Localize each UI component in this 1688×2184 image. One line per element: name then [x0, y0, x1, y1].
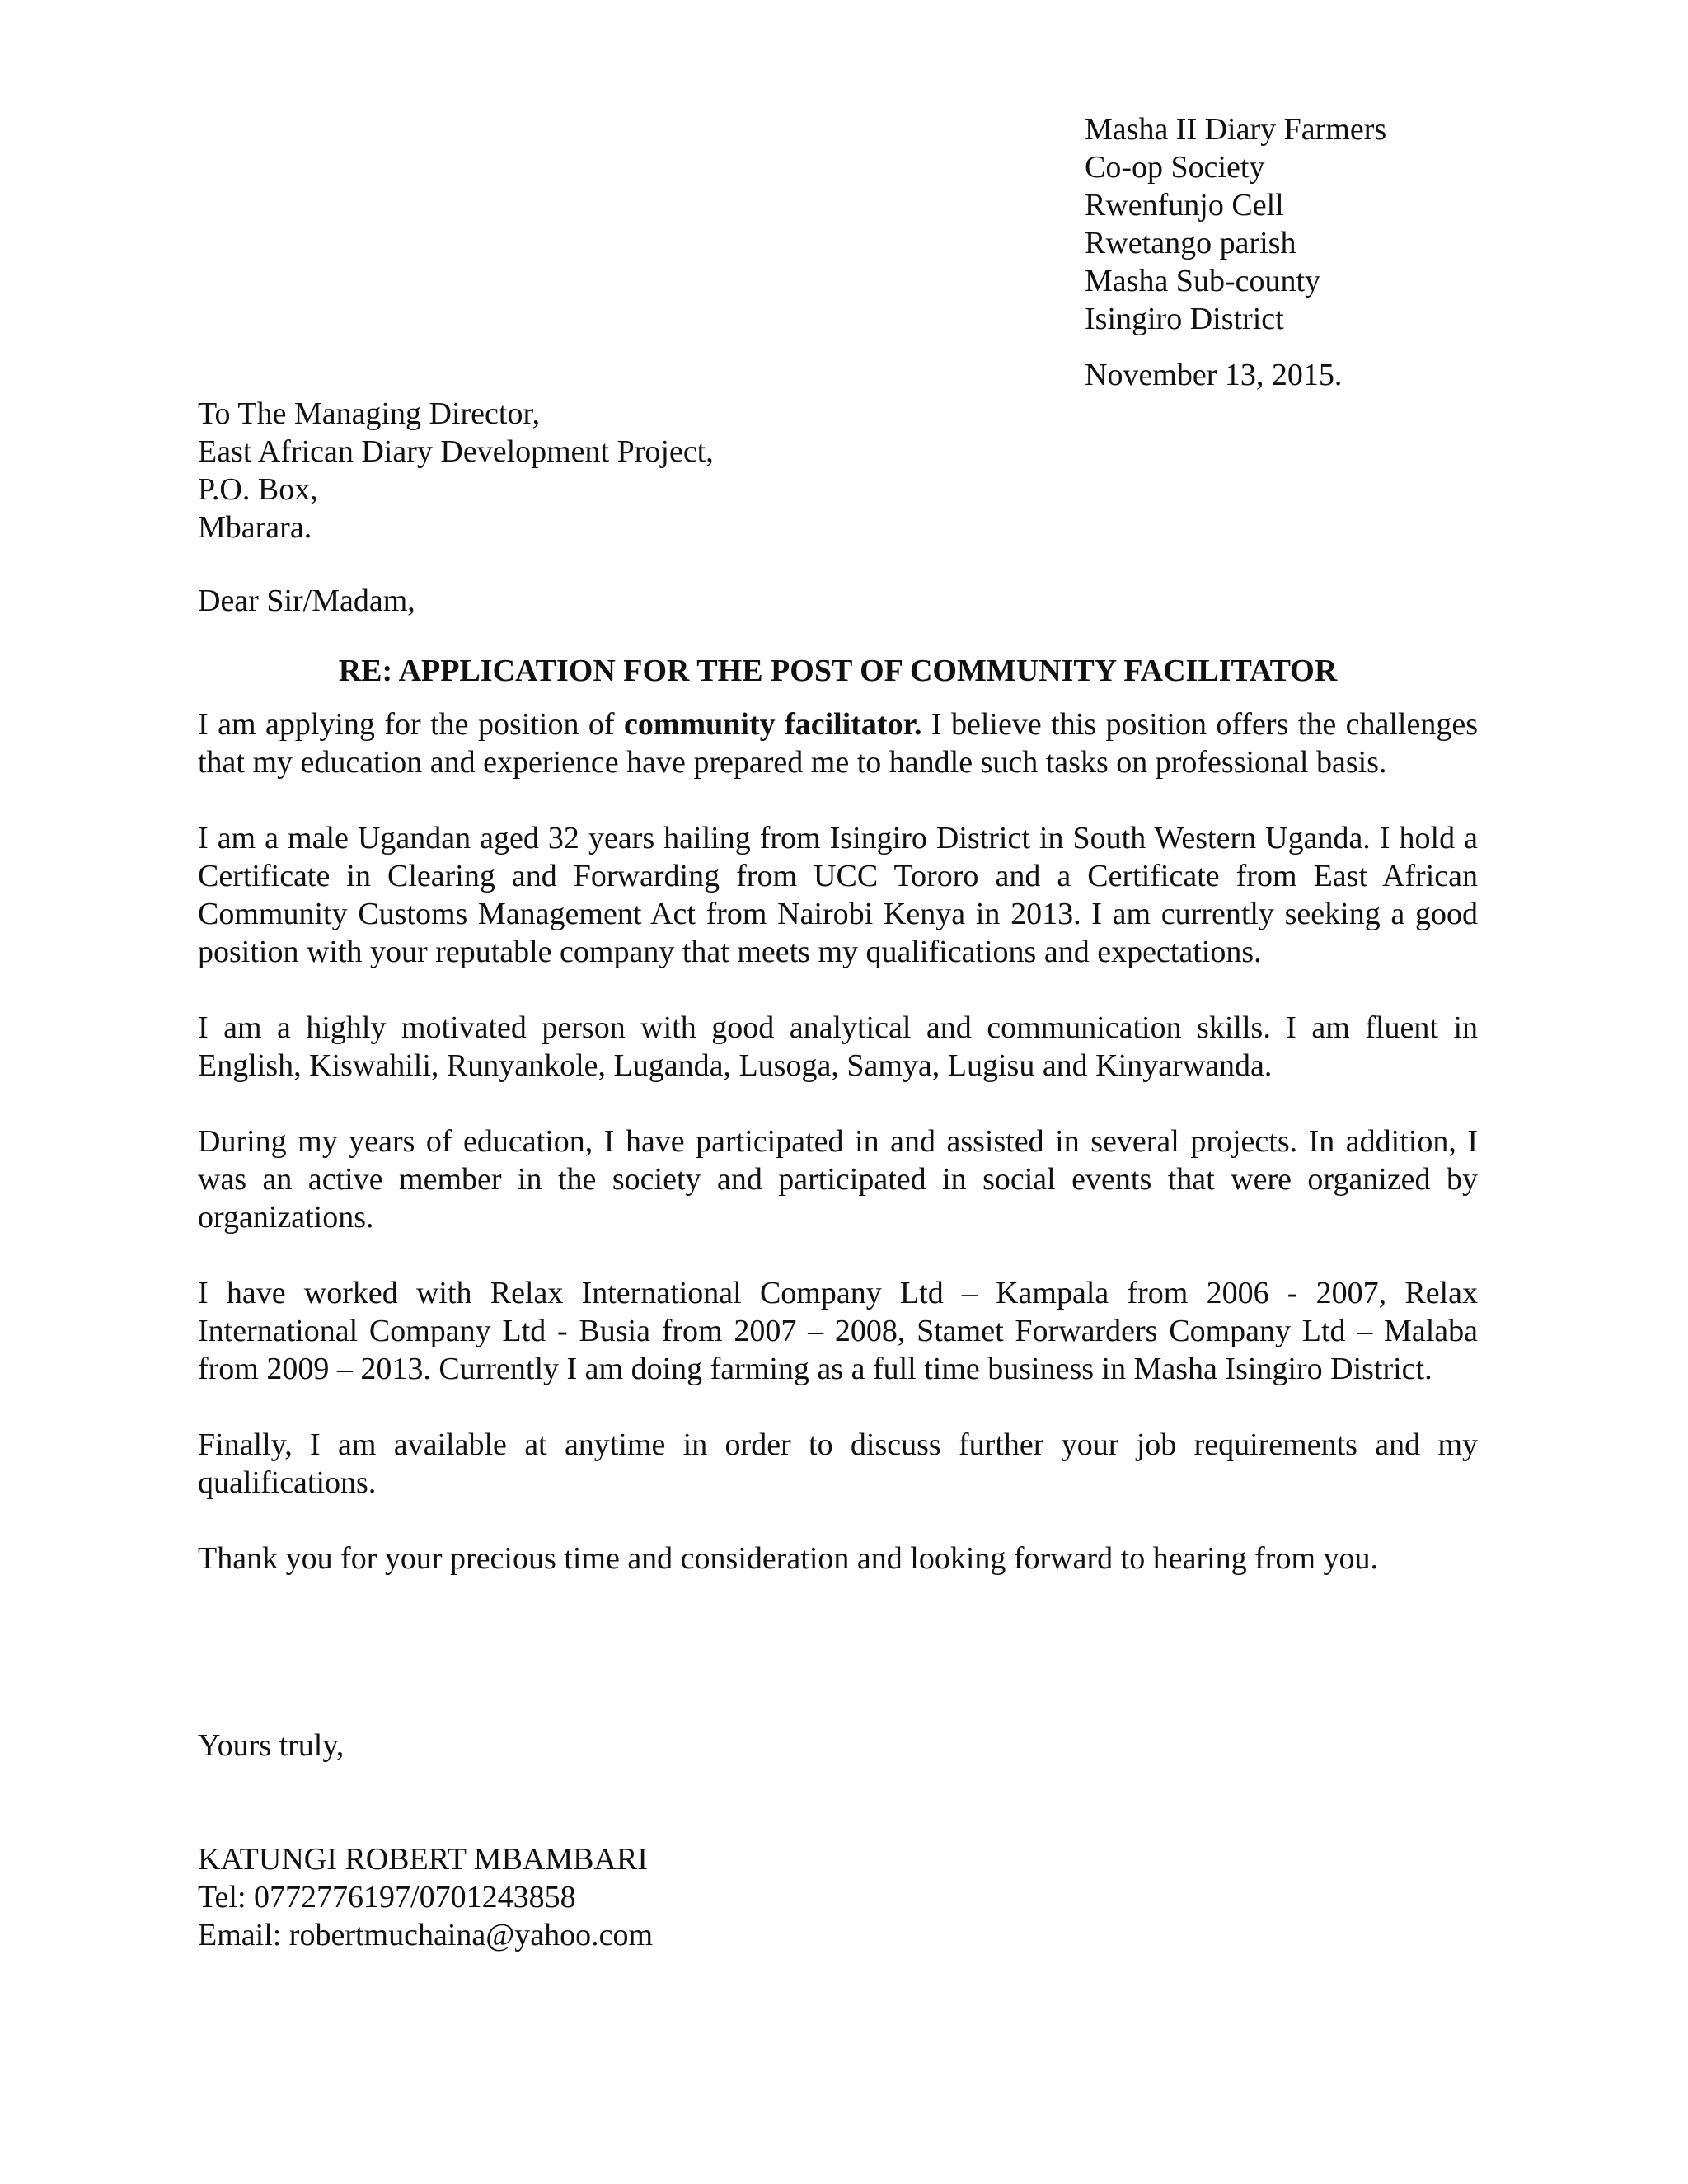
position-title: community facilitator. — [623, 707, 922, 742]
signatory-name: KATUNGI ROBERT MBAMBARI — [198, 1842, 648, 1877]
recipient-address — [198, 395, 714, 546]
body-paragraph-4: During my years of education, I have participated in and assisted in several projects. In addition, I was an active member in the society and participated in social events that were organized by organizations. — [198, 1124, 1478, 1235]
body-paragraph-7: Thank you for your precious time and consideration and looking forward to hearing from you. — [198, 1541, 1379, 1576]
closing: Yours truly, — [198, 1728, 345, 1763]
recipient-address-line: Mbarara. — [198, 510, 312, 545]
sender-address-line: Co-op Society — [1085, 150, 1265, 185]
letter-date: November 13, 2015. — [1085, 358, 1343, 392]
recipient-address-line: P.O. Box, — [198, 472, 318, 507]
recipient-address-line: To The Managing Director, — [198, 396, 541, 431]
letter-body — [198, 705, 1478, 1615]
sender-address-line: Rwetango parish — [1085, 226, 1296, 260]
signature-block — [198, 1840, 653, 1954]
subject-line: RE: APPLICATION FOR THE POST OF COMMUNITY FACILITATOR — [338, 654, 1338, 688]
sender-address-line: Isingiro District — [1085, 302, 1284, 336]
signatory-phone: Tel: 0772776197/0701243858 — [198, 1880, 576, 1915]
body-paragraph-5: I have worked with Relax International Company Ltd – Kampala from 2006 - 2007, Relax International Company Ltd - Busia from 2007 – 2008, Stamet Forwarders Company Ltd – Malaba from 2009 – 2013. Currently I am doing farming as a full time business in Masha Isingiro District. — [198, 1276, 1478, 1386]
body-paragraph-3: I am a highly motivated person with good analytical and communication skills. I am fluent in English, Kiswahili, Runyankole, Luganda, Lusoga, Samya, Lugisu and Kinyarwanda. — [198, 1010, 1478, 1083]
body-paragraph-6: Finally, I am available at anytime in order to discuss further your job requirements and my qualifications. — [198, 1427, 1478, 1500]
body-paragraph-2: I am a male Ugandan aged 32 years hailing from Isingiro District in South Western Uganda. I hold a Certificate in Clearing and Forwarding from UCC Tororo and a Certificate from East African Community Customs Management Act from Nairobi Kenya in 2013. I am currently seeking a good position with your reputable company that meets my qualifications and expectations. — [198, 821, 1478, 969]
paragraph-text: I believe this position offers the challenges that my education and experience have prepared me to handle such tasks on professional basis. — [198, 707, 1478, 780]
body-paragraph-1 — [198, 705, 1478, 781]
paragraph-text: I am applying for the position of — [198, 707, 624, 742]
signatory-email: Email: robertmuchaina@yahoo.com — [198, 1918, 654, 1952]
salutation: Dear Sir/Madam, — [198, 583, 415, 618]
recipient-address-line: East African Diary Development Project, — [198, 434, 714, 469]
sender-address-line: Masha Sub-county — [1085, 264, 1321, 298]
sender-address-line: Masha II Diary Farmers — [1085, 112, 1387, 147]
sender-address — [1085, 110, 1386, 338]
sender-address-line: Rwenfunjo Cell — [1085, 188, 1284, 223]
